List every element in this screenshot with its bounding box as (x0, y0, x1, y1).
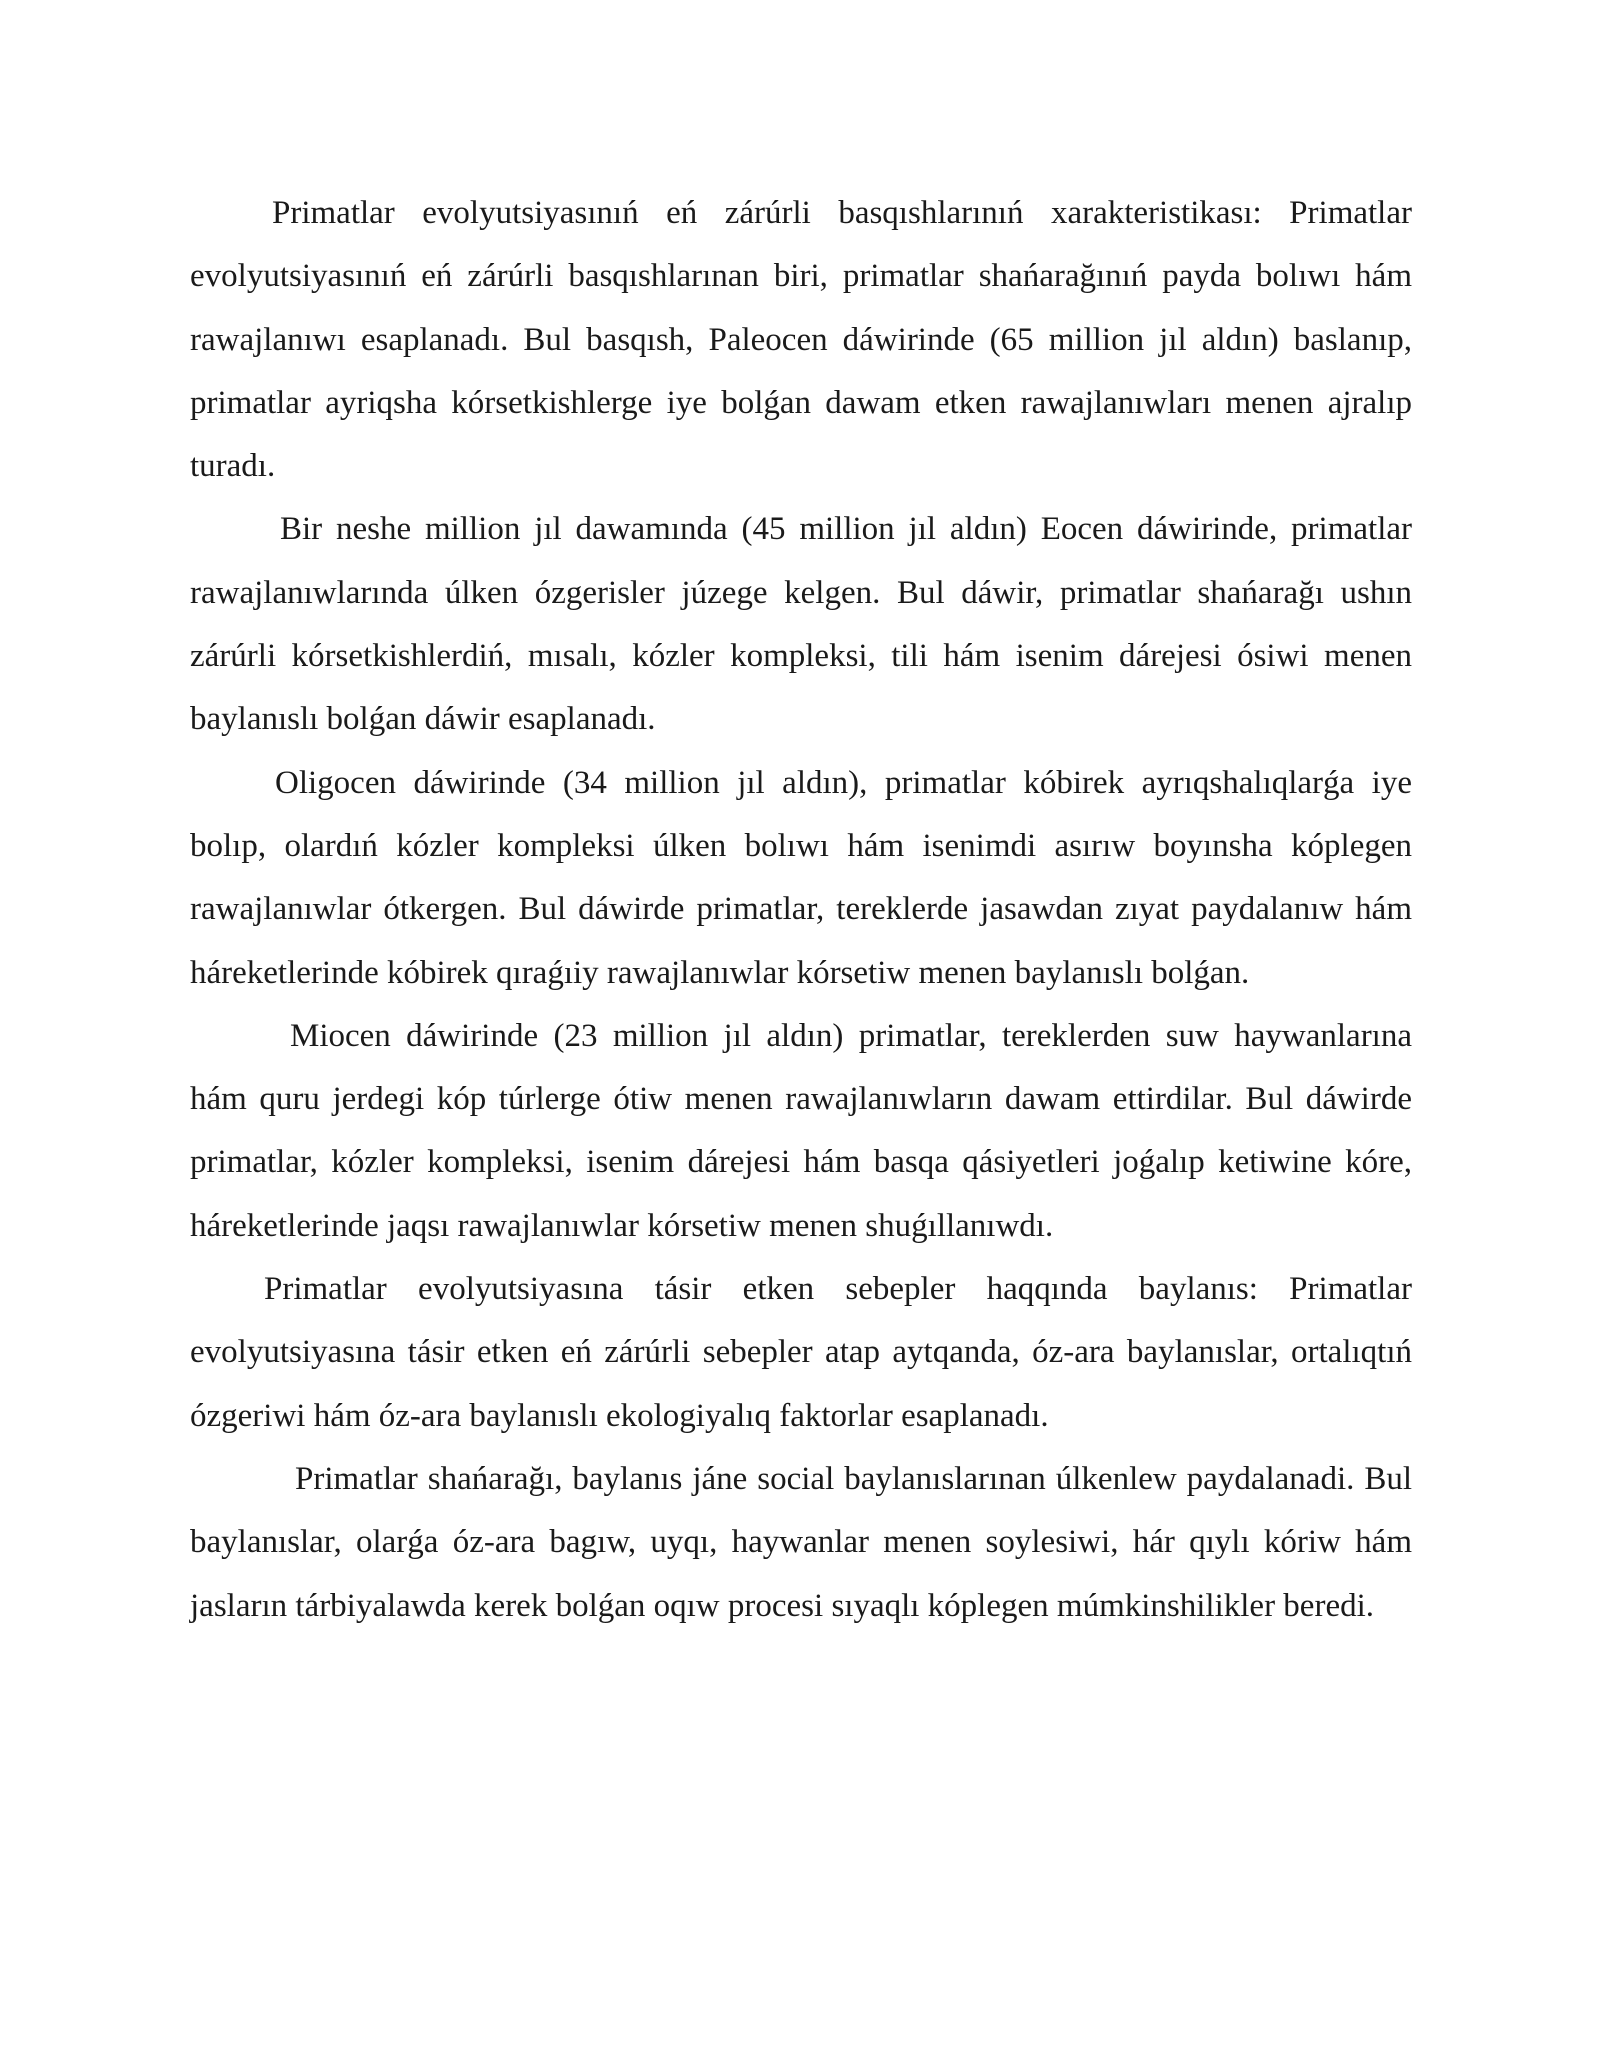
paragraph-evolution-stages: Primatlar evolyutsiyasınıń eń zárúrli basqıshlarınıń xarakteristikası: Primatlar evolyutsiyasınıń eń zárúrli basqıshlarınan biri, primatlar shańarağınıń payda bolıwı hám rawajlanıwı esaplanadı. Bul basqısh, Paleocen dáwirinde (65 million jıl aldın) baslanıp, primatlar ayriqsha kórsetkishlerge iye bolǵan dawam etken rawajlanıwları menen ajralıp turadı. (190, 195, 1412, 485)
paragraph-eocene: Bir neshe million jıl dawamında (45 million jıl aldın) Eocen dáwirinde, primatlar rawajlanıwlarında úlken ózgerisler júzege kelgen. Bul dáwir, primatlar shańarağı ushın zárúrli kórsetkishlerdiń, mısalı, kózler kompleksi, tili hám isenim dárejesi ósiwi menen baylanıslı bolǵan dáwir esaplanadı. (190, 511, 1412, 738)
paragraph-evolution-factors: Primatlar evolyutsiyasına tásir etken sebepler haqqında baylanıs: Primatlar evolyutsiyasına tásir etken eń zárúrli sebepler atap aytqanda, óz-ara baylanıslar, ortalıqtıń ózgeriwi hám óz-ara baylanıslı ekologiyalıq faktorlar esaplanadı. (190, 1271, 1412, 1434)
paragraph-miocene: Miocen dáwirinde (23 million jıl aldın) primatlar, tereklerden suw haywanlarına hám quru jerdegi kóp túrlerge ótiw menen rawajlanıwların dawam ettirdilar. Bul dáwirde primatlar, kózler kompleksi, isenim dárejesi hám basqa qásiyetleri joǵalıp ketiwine kóre, háreketlerinde jaqsı rawajlanıwlar kórsetiw menen shuǵıllanıwdı. (190, 1017, 1412, 1244)
paragraph-oligocene: Oligocen dáwirinde (34 million jıl aldın), primatlar kóbirek ayrıqshalıqlarǵa iye bolıp, olardıń kózler kompleksi úlken bolıwı hám isenimdi asırıw boyınsha kóplegen rawajlanıwlar ótkergen. Bul dáwirde primatlar, tereklerde jasawdan zıyat paydalanıw hám háreketlerinde kóbirek qıraǵıiy rawajlanıwlar kórsetiw menen baylanıslı bolǵan. (190, 764, 1412, 991)
document-page (190, 182, 1412, 1638)
paragraph-social-relations: Primatlar shańarağı, baylanıs jáne social baylanıslarınan úlkenlew paydalanadi. Bul baylanıslar, olarǵa óz-ara bagıw, uyqı, haywanlar menen soylesiwi, hár qıylı kóriw hám jasların tárbiyalawda kerek bolǵan oqıw procesi sıyaqlı kóplegen múmkinshilikler beredi. (190, 1460, 1412, 1624)
